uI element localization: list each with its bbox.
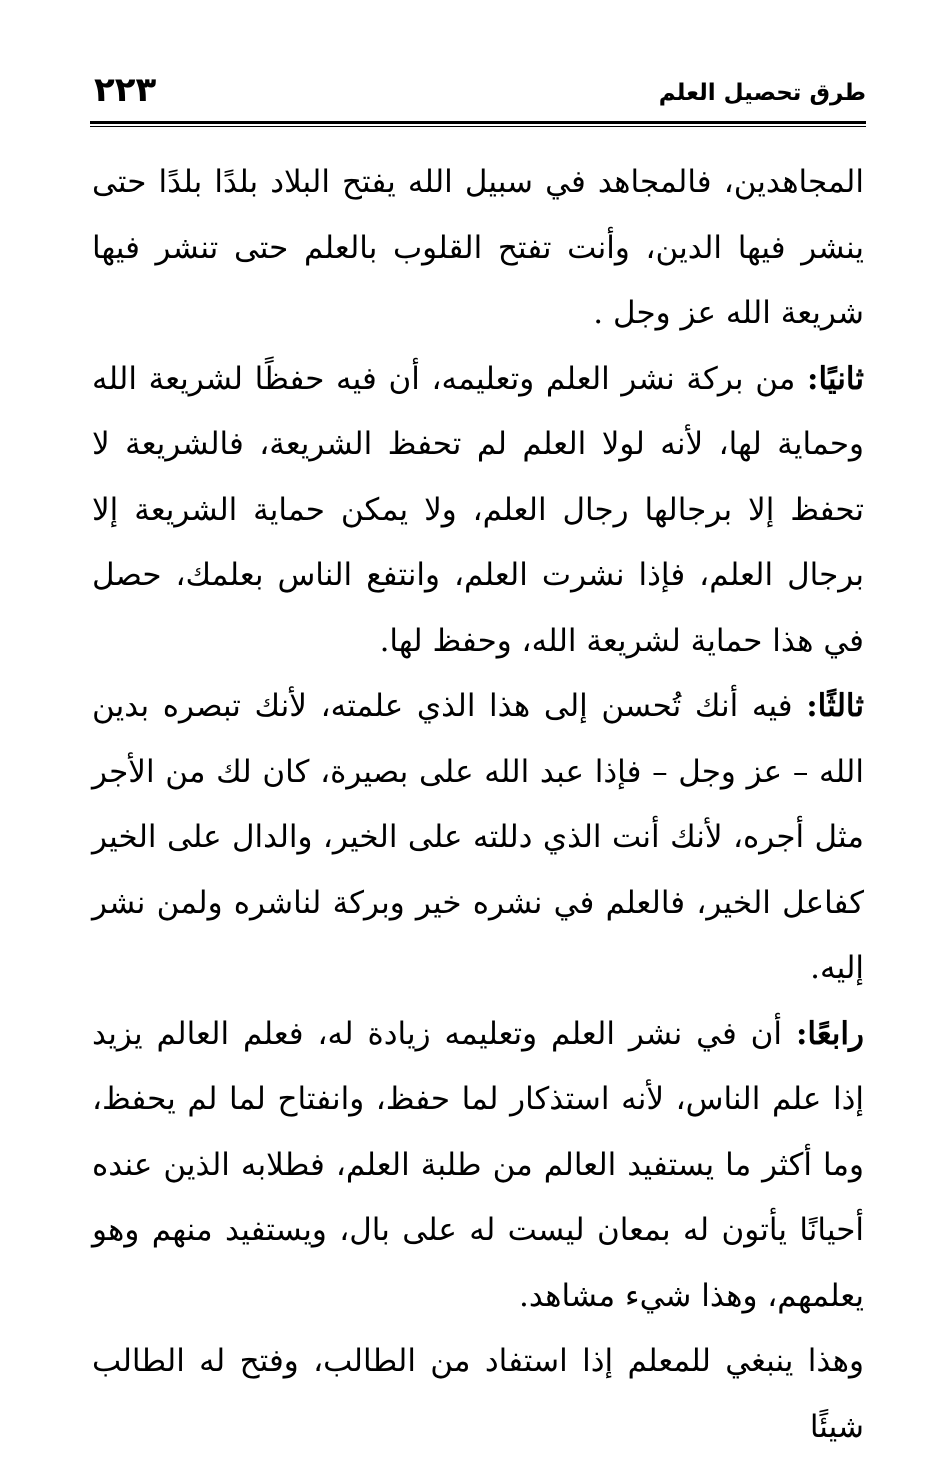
page-header — [90, 70, 866, 120]
paragraph — [92, 1329, 864, 1460]
paragraph-text: وهذا ينبغي للمعلم إذا استفاد من الطالب، وفتح له الطالب شيئًا — [92, 1343, 864, 1445]
paragraph-text: من بركة نشر العلم وتعليمه، أن فيه حفظًا لشريعة الله وحماية لها، لأنه لولا العلم لم تحفظ الشريعة، فالشريعة لا تحفظ إلا برجالها رجال العلم، ولا يمكن حماية الشريعة إلا برجال العلم، فإذا نشرت العلم، وانتفع الناس بعلمك، حصل في هذا حماية لشريعة الله، وحفظ لها. — [92, 360, 864, 659]
paragraph — [92, 674, 864, 1002]
page-number: ٢٢٣ — [94, 70, 157, 110]
paragraph-text: أن في نشر العلم وتعليمه زيادة له، فعلم العالم يزيد إذا علم الناس، لأنه استذكار لما حفظ، وانفتاح لما لم يحفظ، وما أكثر ما يستفيد العالم من طلبة العلم، فطلابه الذين عنده أحيانًا يأتون له بمعان ليست له على بال، ويستفيد منهم وهو يعلمهم، وهذا شيء مشاهد. — [92, 1015, 864, 1314]
body-text — [92, 150, 864, 1460]
header-rule — [90, 121, 866, 127]
paragraph — [92, 1002, 864, 1330]
paragraph — [92, 150, 864, 347]
paragraph-text: المجاهدين، فالمجاهد في سبيل الله يفتح البلاد بلدًا بلدًا حتى ينشر فيها الدين، وأنت تفتح القلوب بالعلم حتى تنشر فيها شريعة الله عز وجل . — [92, 164, 864, 331]
paragraph-lead: ثانيًا: — [807, 360, 864, 397]
paragraph-lead: رابعًا: — [795, 1015, 864, 1052]
paragraph-lead: ثالثًا: — [806, 688, 864, 724]
paragraph — [92, 347, 864, 675]
running-title: طرق تحصيل العلم — [658, 80, 866, 106]
paragraph-text: فيه أنك تُحسن إلى هذا الذي علمته، لأنك تبصره بدين الله – عز وجل – فإذا عبد الله على بصيرة، كان لك من الأجر مثل أجره، لأنك أنت الذي دللته على الخير، والدال على الخير كفاعل الخير، فالعلم في نشره خير وبركة لناشره ولمن نشر إليه. — [92, 688, 864, 986]
